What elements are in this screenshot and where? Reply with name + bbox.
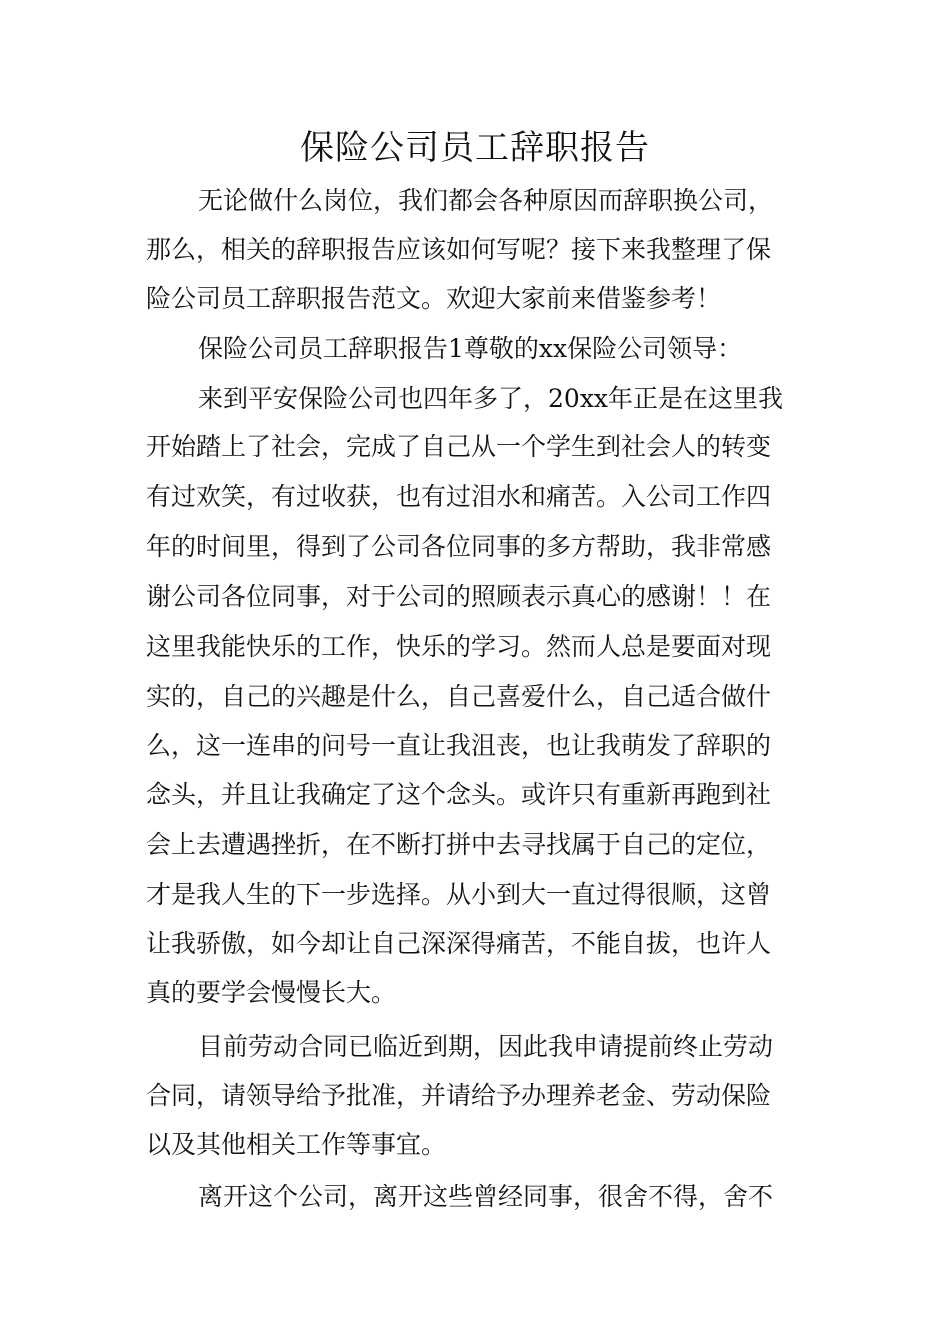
paragraph-3-line-9: 念头，并且让我确定了这个念头。或许只有重新再跑到社 bbox=[146, 780, 772, 809]
paragraph-3-line-1: 来到平安保险公司也四年多了，20xx年正是在这里我 bbox=[198, 384, 784, 413]
paragraph-3-line-4: 年的时间里，得到了公司各位同事的多方帮助，我非常感 bbox=[146, 532, 772, 561]
paragraph-3-line-3: 有过欢笑，有过收获，也有过泪水和痛苦。入公司工作四 bbox=[146, 482, 772, 511]
paragraph-5-line-1: 离开这个公司，离开这些曾经同事，很舍不得，舍不 bbox=[198, 1182, 774, 1211]
paragraph-3-line-5: 谢公司各位同事，对于公司的照顾表示真心的感谢！！在 bbox=[146, 582, 772, 611]
paragraph-1-line-1: 无论做什么岗位，我们都会各种原因而辞职换公司， bbox=[198, 186, 774, 215]
paragraph-3-line-10: 会上去遭遇挫折，在不断打拼中去寻找属于自己的定位， bbox=[146, 830, 772, 859]
paragraph-3-line-8: 么，这一连串的问号一直让我沮丧，也让我萌发了辞职的 bbox=[146, 731, 772, 760]
paragraph-3-line-12: 让我骄傲，如今却让自己深深得痛苦，不能自拔，也许人 bbox=[146, 929, 772, 958]
paragraph-3-line-2: 开始踏上了社会，完成了自己从一个学生到社会人的转变 bbox=[146, 432, 772, 461]
paragraph-3-line-11: 才是我人生的下一步选择。从小到大一直过得很顺，这曾 bbox=[146, 880, 772, 909]
paragraph-4-line-3: 以及其他相关工作等事宜。 bbox=[146, 1130, 447, 1159]
paragraph-4-line-1: 目前劳动合同已临近到期，因此我申请提前终止劳动 bbox=[198, 1032, 774, 1061]
paragraph-1-line-2: 那么，相关的辞职报告应该如何写呢？接下来我整理了保 bbox=[146, 235, 772, 264]
paragraph-3-line-6: 这里我能快乐的工作，快乐的学习。然而人总是要面对现 bbox=[146, 632, 772, 661]
paragraph-2-line-1: 保险公司员工辞职报告1尊敬的xx保险公司领导： bbox=[198, 334, 743, 363]
paragraph-3-line-7: 实的，自己的兴趣是什么，自己喜爱什么，自己适合做什 bbox=[146, 682, 772, 711]
paragraph-3-line-13: 真的要学会慢慢长大。 bbox=[146, 978, 397, 1007]
paragraph-4-line-2: 合同，请领导给予批准，并请给予办理养老金、劳动保险 bbox=[146, 1081, 772, 1110]
paragraph-1-line-3: 险公司员工辞职报告范文。欢迎大家前来借鉴参考！ bbox=[146, 284, 722, 313]
document-title: 保险公司员工辞职报告 bbox=[300, 128, 650, 168]
